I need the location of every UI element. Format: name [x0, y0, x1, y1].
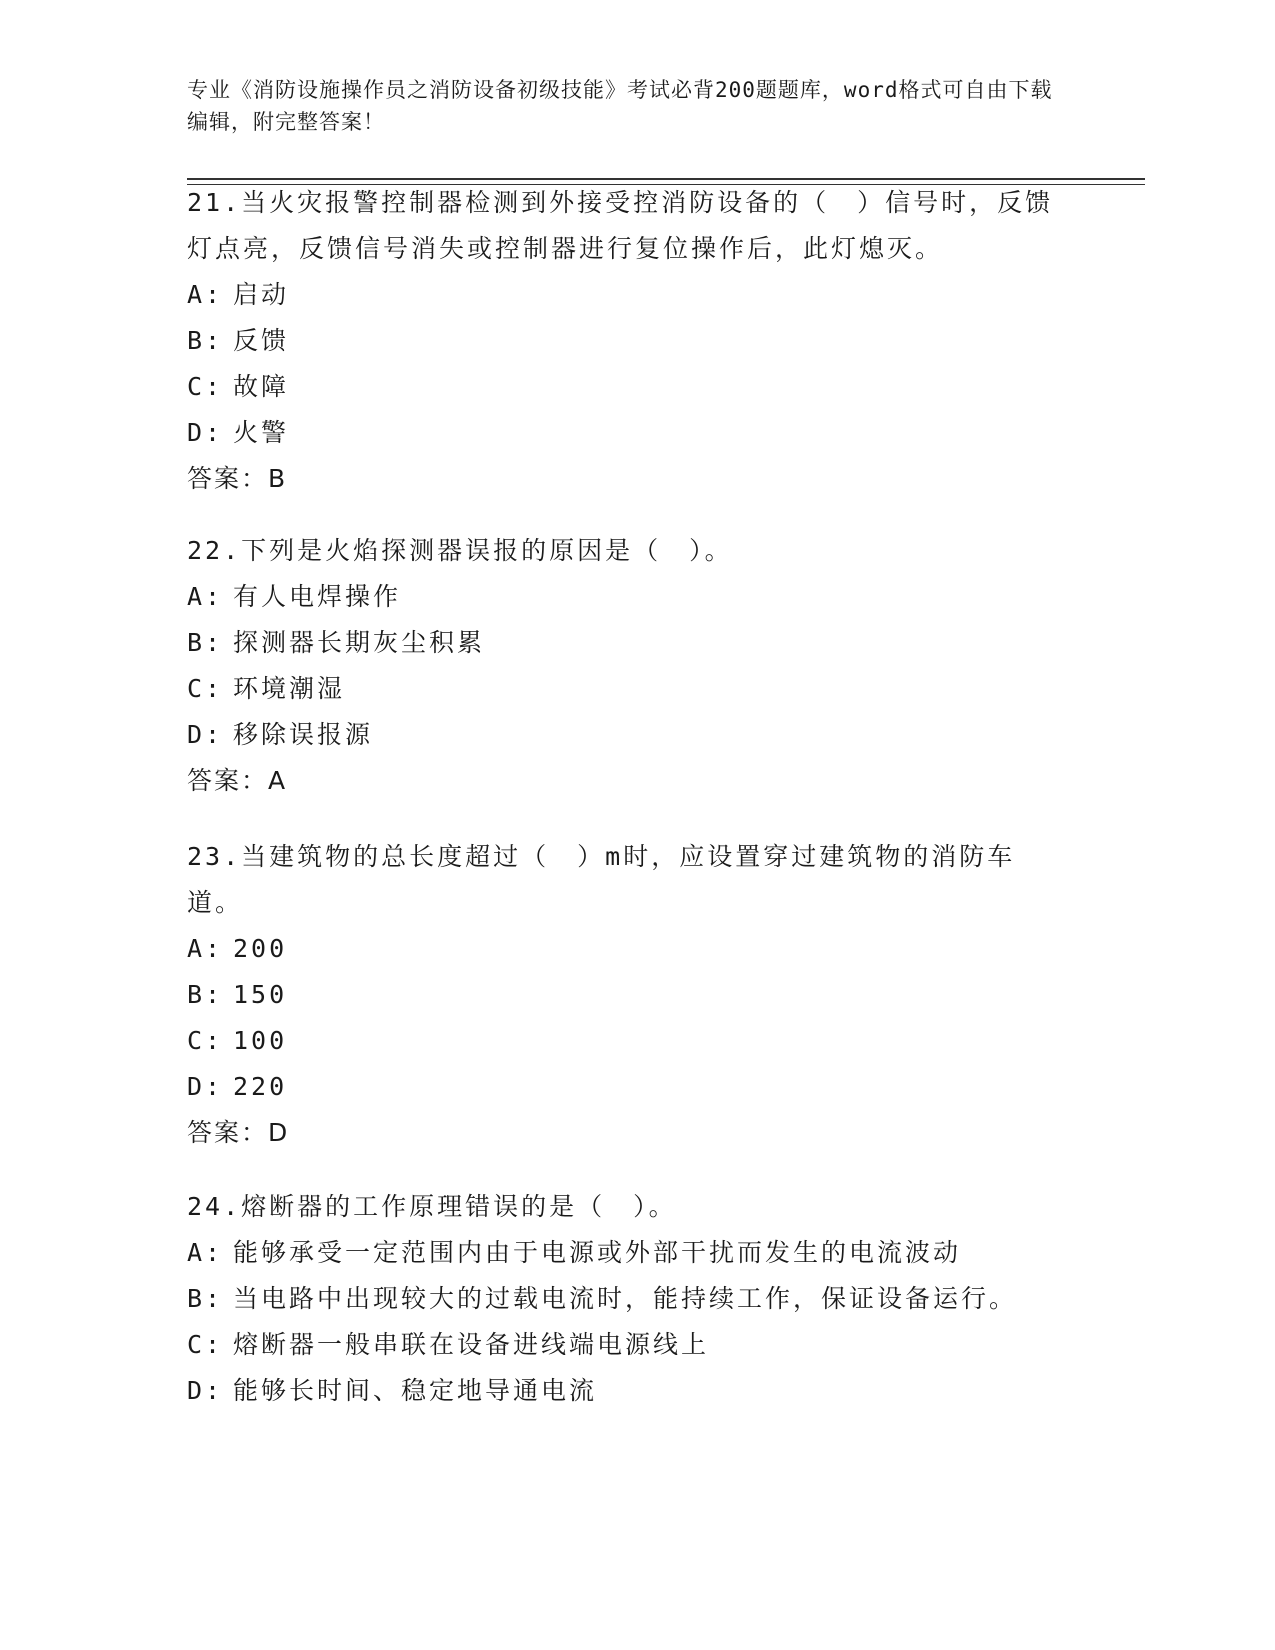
question-21: [187, 180, 1067, 502]
option-text: 能够长时间、稳定地导通电流: [233, 1376, 598, 1405]
option-text: 100: [233, 1026, 288, 1055]
option-letter: D:: [187, 720, 224, 749]
option-letter: D:: [187, 418, 224, 447]
answer-line: 答案：A: [187, 766, 288, 795]
option-letter: A:: [187, 280, 224, 309]
option-text: 熔断器一般串联在设备进线端电源线上: [233, 1330, 710, 1359]
option-letter: D:: [187, 1376, 224, 1405]
option-text: 启动: [233, 280, 290, 309]
option-text: 150: [233, 980, 288, 1009]
option-d: [187, 1368, 1067, 1414]
question-stem: 24.熔断器的工作原理错误的是（ ）。: [187, 1192, 677, 1221]
option-letter: A:: [187, 934, 224, 963]
answer-line: 答案：B: [187, 464, 288, 493]
option-letter: A:: [187, 582, 224, 611]
answer-line: 答案：D: [187, 1118, 290, 1147]
option-d: [187, 410, 1067, 456]
option-letter: C:: [187, 1026, 224, 1055]
option-letter: B:: [187, 980, 224, 1009]
option-text: 能够承受一定范围内由于电源或外部干扰而发生的电流波动: [233, 1238, 962, 1267]
option-text: 当电路中出现较大的过载电流时，能持续工作，保证设备运行。: [233, 1284, 1018, 1313]
option-text: 移除误报源: [233, 720, 374, 749]
document-header: 专业《消防设施操作员之消防设备初级技能》考试必背200题题库，word格式可自由下载编辑，附完整答案！: [187, 78, 1053, 134]
option-d: [187, 1064, 1067, 1110]
option-c: [187, 364, 1067, 410]
option-d: [187, 712, 1067, 758]
option-a: [187, 574, 1067, 620]
question-22: [187, 528, 1067, 804]
option-letter: A:: [187, 1238, 224, 1267]
option-a: [187, 926, 1067, 972]
question-23: [187, 834, 1067, 1156]
option-b: [187, 318, 1067, 364]
option-text: 火警: [233, 418, 290, 447]
option-text: 反馈: [233, 326, 290, 355]
option-c: [187, 666, 1067, 712]
option-letter: C:: [187, 674, 224, 703]
option-text: 220: [233, 1072, 288, 1101]
option-letter: C:: [187, 1330, 224, 1359]
option-letter: C:: [187, 372, 224, 401]
option-b: [187, 972, 1067, 1018]
option-text: 200: [233, 934, 288, 963]
option-c: [187, 1322, 1067, 1368]
option-text: 故障: [233, 372, 290, 401]
question-stem: 23.当建筑物的总长度超过（ ）m时，应设置穿过建筑物的消防车道。: [187, 842, 1016, 917]
option-b: [187, 1276, 1067, 1322]
option-letter: B:: [187, 628, 224, 657]
option-text: 环境潮湿: [233, 674, 346, 703]
option-letter: B:: [187, 326, 224, 355]
option-a: [187, 272, 1067, 318]
question-24: [187, 1184, 1067, 1414]
option-c: [187, 1018, 1067, 1064]
option-text: 有人电焊操作: [233, 582, 402, 611]
option-text: 探测器长期灰尘积累: [233, 628, 486, 657]
option-a: [187, 1230, 1067, 1276]
option-letter: B:: [187, 1284, 224, 1313]
question-stem: 21.当火灾报警控制器检测到外接受控消防设备的（ ）信号时，反馈灯点亮，反馈信号消失或控制器进行复位操作后，此灯熄灭。: [187, 188, 1054, 263]
question-stem: 22.下列是火焰探测器误报的原因是（ ）。: [187, 536, 733, 565]
option-b: [187, 620, 1067, 666]
option-letter: D:: [187, 1072, 224, 1101]
